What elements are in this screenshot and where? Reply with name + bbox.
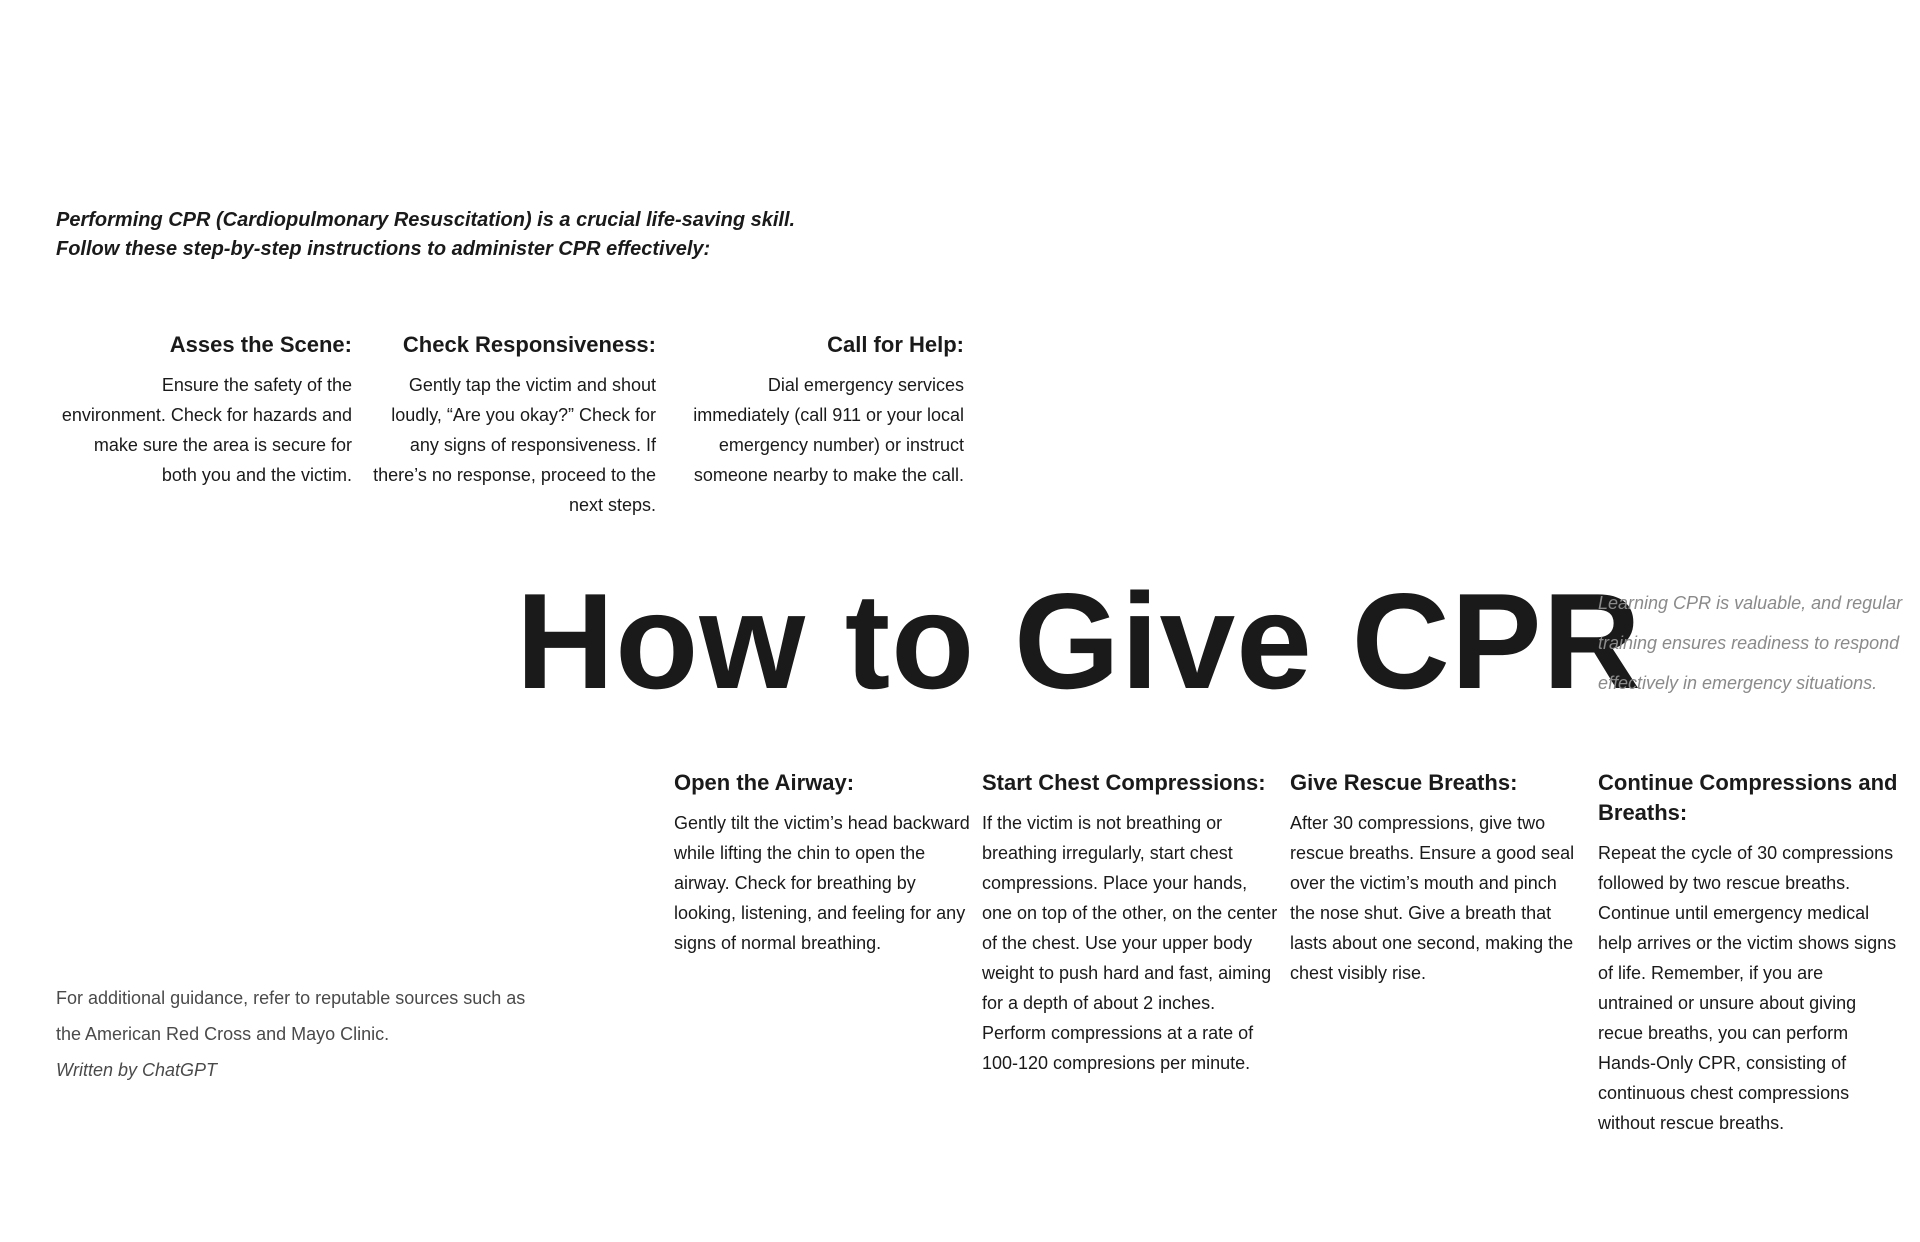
step-heading: Start Chest Compressions: [982, 770, 1266, 795]
step-heading: Give Rescue Breaths: [1290, 770, 1518, 795]
intro-line-2: Follow these step-by-step instructions to administer CPR effectively: [56, 238, 711, 260]
intro-line-1: Performing CPR (Cardiopulmonary Resuscitation) is a crucial life-saving skill. [56, 209, 796, 231]
step-check-responsiveness [364, 330, 656, 520]
page-title: How to Give CPR [516, 565, 1642, 717]
footer-credit: Written by ChatGPT [56, 1060, 218, 1080]
step-body: Gently tilt the victim’s head backward while lifting the chin to open the airway. Check for breathing by looking, listening, and feeling for any signs of normal breathing. [674, 813, 970, 953]
step-call-for-help [668, 330, 964, 490]
step-start-chest-compressions [982, 768, 1278, 1078]
step-continue-compressions-and-breaths [1598, 768, 1898, 1138]
step-body: Dial emergency services immediately (call 911 or your local emergency number) or instruct someone nearby to make the call. [693, 375, 964, 485]
step-heading: Continue Compressions and Breaths: [1598, 770, 1898, 825]
step-heading: Call for Help: [827, 332, 964, 357]
step-open-the-airway [674, 768, 970, 958]
step-body: Gently tap the victim and shout loudly, “Are you okay?” Check for any signs of responsiveness. If there’s no response, proceed to the next steps. [373, 375, 656, 515]
step-asses-the-scene [56, 330, 352, 490]
step-body: Repeat the cycle of 30 compressions followed by two rescue breaths. Continue until emergency medical help arrives or the victim shows signs of life. Remember, if you are untrained or unsure about giving recue breaths, you can perform Hands-Only CPR, consisting of continuous chest compressions without rescue breaths. [1598, 843, 1897, 1133]
step-body: After 30 compressions, give two rescue breaths. Ensure a good seal over the victim’s mouth and pinch the nose shut. Give a breath that lasts about one second, making the chest visibly rise. [1290, 813, 1575, 983]
step-body: Ensure the safety of the environment. Check for hazards and make sure the area is secure for both you and the victim. [61, 375, 352, 485]
step-heading: Open the Airway: [674, 770, 855, 795]
step-heading: Asses the Scene: [169, 332, 352, 357]
step-give-rescue-breaths [1290, 768, 1586, 988]
step-heading: Check Responsiveness: [402, 332, 656, 357]
step-body: If the victim is not breathing or breathing irregularly, start chest compressions. Place your hands, one on top of the other, on the center of the chest. Use your upper body weight to push hard and fast, aiming for a depth of about 2 inches. Perform compressions at a rate of 100-120 compresions per minute. [982, 813, 1278, 1073]
intro-text [56, 206, 956, 264]
aside-note: Learning CPR is valuable, and regular training ensures readiness to respond effectively in emergency situations. [1598, 593, 1903, 693]
footer-note: For additional guidance, refer to reputable sources such as the American Red Cross and Mayo Clinic. [56, 988, 526, 1044]
